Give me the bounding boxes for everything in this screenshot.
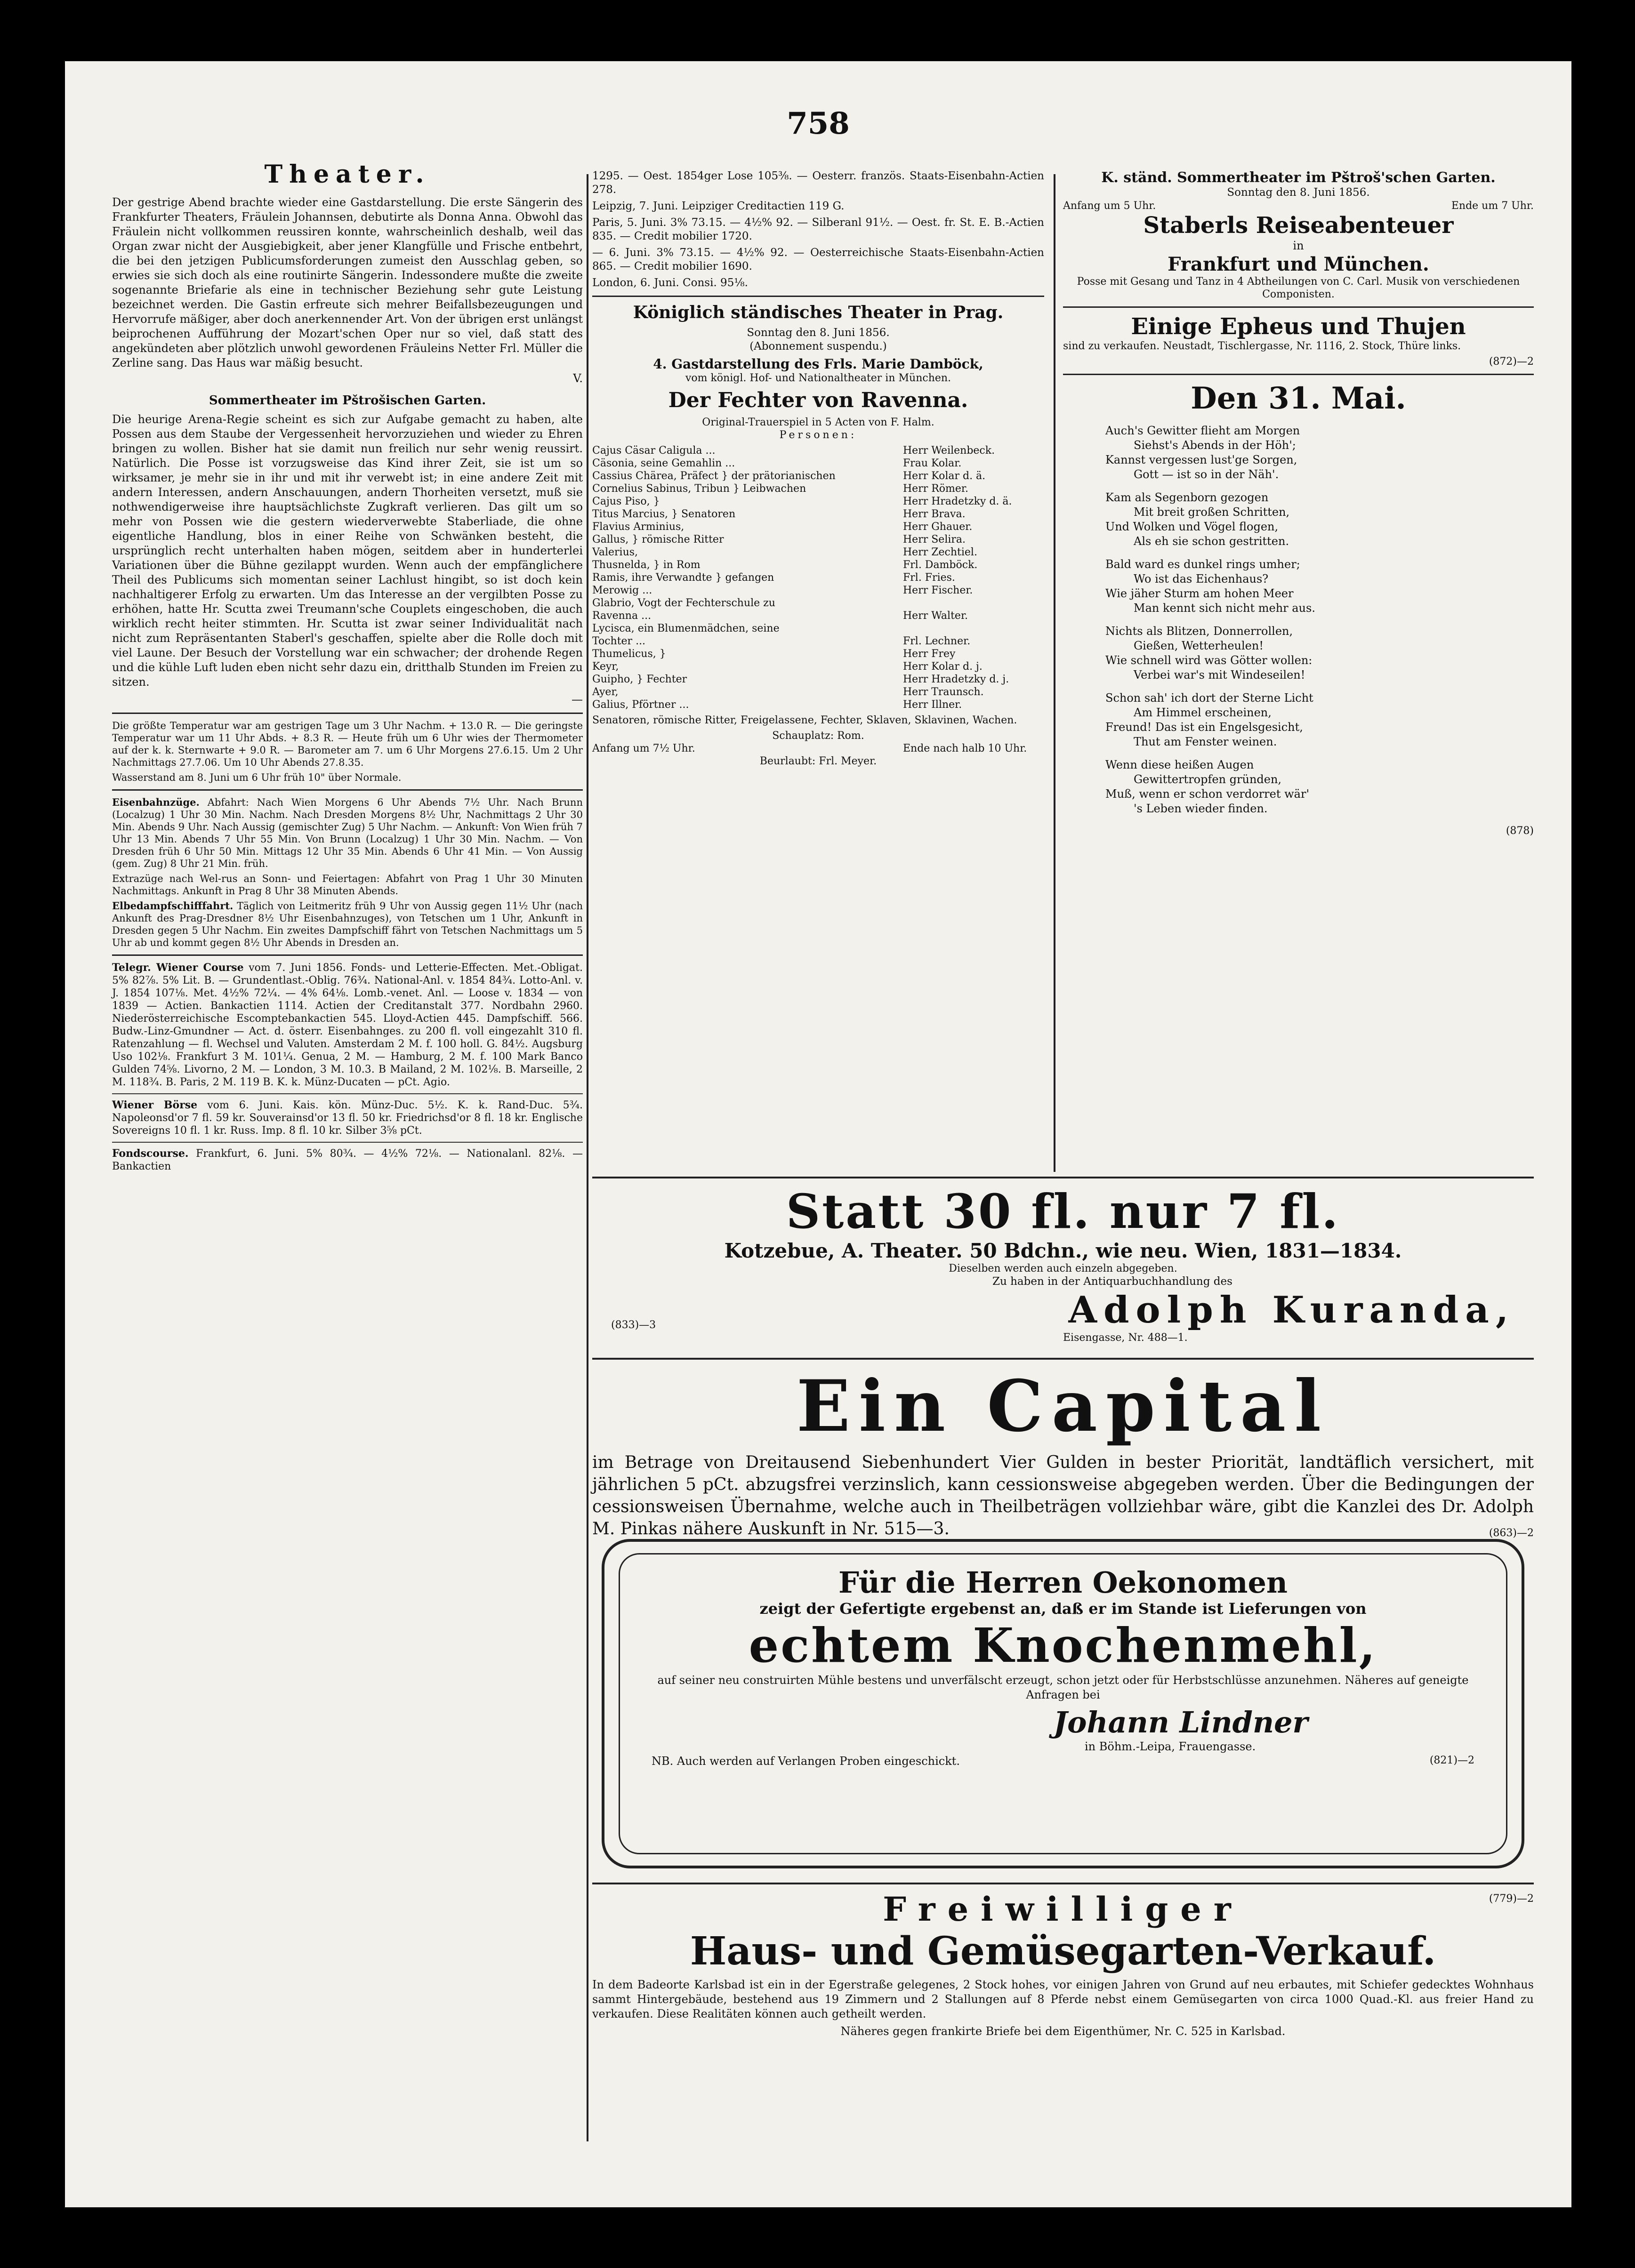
cast-row [592, 508, 1044, 521]
poem-stanza [1105, 490, 1534, 549]
steamship-schedule: Elbedampfschifffahrt. Täglich von Leitmeritz früh 9 Uhr von Aussig gegen 11½ Uhr (nach Ankunft des Prag-Dresdner 8½ Uhr Eisenbahnzuges), von Tetschen um 1 Uhr, Ankunft in Dresden gegen 5 Uhr Nachm. Ein zweites Dampfschiff fährt von Tetschen Nachmittags um 5 Uhr ab und kommt gegen 8½ Uhr Abends in Dresden an. [112, 900, 583, 948]
cast-row [592, 495, 1044, 508]
poem-line: Kannst vergessen lust'ge Sorgen, [1105, 453, 1297, 466]
poem-line: 's Leben wieder finden. [1134, 802, 1268, 815]
poem-line: Auch's Gewitter flieht am Morgen [1105, 424, 1300, 437]
course-text: Paris, 5. Juni. 3% 73.15. — 4½% 92. — Silberanl 91½. — Oest. fr. St. E. B.-Actien 835. — Credit mobilier 1720. [592, 216, 1044, 242]
cast-list [592, 444, 1044, 711]
cast-actor: Herr Frey [903, 648, 956, 660]
poem-line: Gießen, Wetterheulen! [1134, 639, 1264, 652]
epheu-code: (872)—2 [1489, 356, 1534, 368]
theater-article: Der gestrige Abend brachte wieder eine Gastdarstellung. Die erste Sängerin des Frankfurter Theaters, Fräulein Johannsen, debutirte als Donna Anna. Obwohl das Fräulein nicht vollkommen reussiren konnte, wahrscheinlich deshalb, weil das Organ zwar nicht der Ausgiebigkeit, aber jener Klangfülle und Frische entbehrt, die bei den jetzigen Publicumsforderungen zumeist den Ausschlag geben, so erwies sie sich doch als eine routinirte Sängerin. Indessondere mußte die zweite sogenannte Briefarie als eine in technischer Beziehung sehr gute Leistung bezeichnet werden. Die Gastin erfreute sich mehrer Beifallsbezeugungen und Hervorrufe mäßiger, aber doch anerkennender Art. Von der übrigen erst unlängst beiprochenen Aufführung der Mozart'schen Oper nur so viel, daß statt des angekündeten aber plötzlich unwohl gewordenen Fräuleins Netter Frl. Müller die Zerline sang. Das Haus war mäßig besucht. [112, 196, 583, 369]
fertilizer-nb: NB. Auch werden auf Verlangen Proben eingeschickt. [652, 1755, 960, 1768]
section-rule [592, 1358, 1534, 1360]
divider [112, 713, 583, 714]
cast-row [592, 635, 1044, 648]
book-ad-code: (833)—3 [611, 1319, 656, 1331]
poem-line: Wenn diese heißen Augen [1105, 758, 1254, 771]
capital-ad [592, 1365, 1534, 1539]
railway-schedule: Eisenbahnzüge. Abfahrt: Nach Wien Morgens 6 Uhr Abends 7½ Uhr. Nach Brunn (Localzug) 1 Uhr 30 Min. Nachm. Nach Dresden Morgens 8½ Uhr, Nachmittags 2 Uhr 30 Min. Abends 9 Uhr. Nach Aussig (gemischter Zug) 5 Uhr Nachm. — Ankunft: Von Wien früh 7 Uhr 13 Min. Abends 7 Uhr 55 Min. Von Brunn (Localzug) 1 Uhr 30 Min. Nachm. — Von Dresden früh 6 Uhr 50 Min. Mittags 12 Uhr 35 Min. Abends 6 Uhr 41 Min. — Von Aussig (gem. Zug) 8 Uhr 21 Min. früh. [112, 796, 583, 869]
page-number: 758 [787, 106, 850, 141]
book-ad-address: Eisengasse, Nr. 488—1. [1063, 1332, 1188, 1344]
divider [112, 789, 583, 791]
cast-actor: Herr Römer. [903, 483, 969, 495]
fertilizer-product: echtem Knochenmehl, [749, 1618, 1377, 1673]
house-sale-ad [592, 1890, 1534, 2039]
book-ad-headline: Statt 30 fl. nur 7 fl. [786, 1184, 1340, 1239]
cast-role: Lycisca, ein Blumenmädchen, seine [592, 623, 780, 634]
course-text: Leipzig, 7. Juni. Leipziger Creditactien 119 G. [592, 200, 845, 212]
cast-actor: Herr Illner. [903, 699, 962, 711]
poem-line: Verbei war's mit Windeseilen! [1134, 668, 1305, 681]
house-sale-contact: Näheres gegen frankirte Briefe bei dem Eigenthümer, Nr. C. 525 in Karlsbad. [840, 2025, 1286, 2038]
poem-line: Schon sah' ich dort der Sterne Licht [1105, 691, 1313, 705]
fertilizer-line: zeigt der Gefertigte ergebenst an, daß er im Stande ist Lieferungen von [759, 1600, 1367, 1618]
poem-stanza [1105, 424, 1534, 482]
cast-role: Guipho, } Fechter [592, 673, 687, 685]
poem-line: Wie jäher Sturm am hohen Meer [1105, 587, 1294, 600]
play-times [592, 742, 1044, 755]
cast-role: Thumelicus, } [592, 648, 666, 660]
house-sale-code: (779)—2 [1489, 1893, 1534, 1905]
cast-role: Ayer, [592, 686, 619, 698]
cast-role: Cassius Chärea, Präfect } der prätorianischen [592, 470, 836, 482]
cast-role: Titus Marcius, } Senatoren [592, 508, 736, 520]
cast-extras: Senatoren, römische Ritter, Freigelassene, Fechter, Sklaven, Sklavinen, Wachen. [592, 714, 1017, 726]
cast-actor: Herr Selira. [903, 534, 966, 545]
cast-row [592, 686, 1044, 698]
sommer-signature: — [572, 693, 583, 706]
divider [592, 296, 1044, 297]
course-text: — 6. Juni. 3% 73.15. — 4½% 92. — Oesterreichische Staats-Eisenbahn-Actien 865. — Credit mobilier 1690. [592, 247, 1044, 272]
cast-row [592, 533, 1044, 546]
extra-trains: Extrazüge nach Wel-rus an Sonn- und Feiertagen: Abfahrt von Prag 1 Uhr 30 Minuten Nachmittags. Ankunft in Prag 8 Uhr 38 Minuten Abends. [112, 873, 583, 897]
divider [1063, 306, 1534, 308]
cast-row [592, 660, 1044, 673]
house-sale-subheadline: Haus- und Gemüsegarten-Verkauf. [690, 1929, 1436, 1974]
poem-line: Bald ward es dunkel rings umher; [1105, 558, 1300, 571]
cast-actor: Herr Ghauer. [903, 521, 973, 533]
cast-role: Cajus Piso, } [592, 496, 660, 507]
cast-role: Cajus Cäsar Caligula ... [592, 445, 716, 457]
cast-actor: Herr Fischer. [903, 585, 973, 596]
cast-role: Thusnelda, } in Rom [592, 559, 701, 571]
summer-theater-date: Sonntag den 8. Juni 1856. [1227, 186, 1370, 199]
exchange-heading: Wiener Börse [112, 1099, 198, 1111]
cast-row [592, 571, 1044, 584]
telegraph-heading: Telegr. Wiener Course [112, 962, 244, 974]
cast-row [592, 698, 1044, 711]
column-left [112, 155, 583, 1176]
epheu-title: Einige Epheus und Thujen [1131, 313, 1466, 340]
newspaper-page [65, 61, 1571, 2207]
poem-line: Kam als Segenborn gezogen [1105, 491, 1269, 504]
fertilizer-headline: Für die Herren Oekonomen [838, 1565, 1288, 1600]
epheu-text: sind zu verkaufen. Neustadt, Tischlergasse, Nr. 1116, 2. Stock, Thüre links. [1063, 340, 1461, 352]
cast-role: Merowig ... [592, 585, 652, 596]
theater-signature: V. [573, 372, 583, 385]
on-leave: Beurlaubt: Frl. Meyer. [759, 755, 877, 767]
cast-role: Galius, Pförtner ... [592, 699, 689, 711]
play-location: Schauplatz: Rom. [772, 730, 864, 742]
play-title: Der Fechter von Ravenna. [668, 388, 968, 412]
cast-actor [903, 597, 1044, 609]
cast-role: Gallus, } römische Ritter [592, 534, 724, 545]
cast-row [592, 444, 1044, 457]
cast-row [592, 559, 1044, 571]
cast-actor: Herr Brava. [903, 508, 966, 520]
summer-play-in: in [1293, 239, 1304, 252]
poem-line: Siehst's Abends in der Höh'; [1134, 439, 1296, 452]
book-ad-source: Zu haben in der Antiquarbuchhandlung des [992, 1275, 1232, 1288]
poem-line: Thut am Fenster weinen. [1134, 735, 1277, 748]
cast-actor: Herr Kolar d. ä. [903, 470, 986, 482]
cast-row [592, 546, 1044, 559]
cast-actor: Herr Weilenbeck. [903, 445, 995, 457]
cast-role: Cäsonia, seine Gemahlin ... [592, 457, 735, 469]
poem-line: Und Wolken und Vögel flogen, [1105, 520, 1279, 533]
fertilizer-address: in Böhm.-Leipa, Frauengasse. [1085, 1740, 1256, 1753]
summer-start: Anfang um 5 Uhr. [1063, 200, 1156, 212]
cast-role: Flavius Arminius, [592, 521, 685, 533]
poem-stanza [1105, 624, 1534, 682]
column-rule-left [587, 174, 588, 2141]
poem-line: Wo ist das Eichenhaus? [1134, 572, 1269, 585]
cast-row [592, 622, 1044, 635]
steamship-heading: Elbedampfschifffahrt. [112, 900, 234, 912]
theater-heading: Theater. [264, 160, 431, 189]
book-ad [592, 1184, 1534, 1344]
cast-actor: Herr Zechtiel. [903, 546, 977, 558]
summer-theater-title: K. ständ. Sommertheater im Pštroš'schen Garten. [1101, 169, 1496, 186]
capital-text: im Betrage von Dreitausend Siebenhundert Vier Gulden in bester Priorität, landtäflich versichert, mit jährlichen 5 pCt. abzugsfrei verzinslich, kann cessionsweise abgegeben werden. Über die Bedingungen der cessionsweisen Übernahme, welche auch in Theilbeträgen vollziehbar wäre, gibt die Kanzlei des Dr. Adolph M. Pinkas nähere Auskunft in Nr. 515—3. [592, 1453, 1534, 1539]
fertilizer-code: (821)—2 [1429, 1755, 1474, 1766]
vienna-exchange: Wiener Börse vom 6. Juni. Kais. kön. Münz-Duc. 5½. K. k. Rand-Duc. 5¾. Napoleonsd'or 7 fl. 59 kr. Souverainsd'or 13 fl. 50 kr. Friedrichsd'or 8 fl. 18 kr. Englische Sovereigns 10 fl. 1 kr. Russ. Imp. 8 fl. 10 kr. Silber 3⅝ pCt. [112, 1099, 583, 1137]
column-middle [592, 169, 1044, 768]
fertilizer-text: auf seiner neu construirten Mühle bestens und unverfälscht erzeugt, schon jetzt oder für Herbstschlüsse anzunehmen. Näheres auf geneigte Anfragen bei [657, 1674, 1469, 1701]
summer-play-place: Frankfurt und München. [1168, 253, 1429, 275]
fund-heading: Fondscourse. [112, 1147, 189, 1160]
poem-line: Wie schnell wird was Götter wollen: [1105, 654, 1313, 667]
cast-row [592, 648, 1044, 660]
cast-actor: Herr Traunsch. [903, 686, 984, 698]
cast-role: Cornelius Sabinus, Tribun } Leibwachen [592, 483, 806, 495]
sommer-heading: Sommertheater im Pštrošischen Garten. [209, 393, 486, 408]
book-ad-title: Kotzebue, A. Theater. 50 Bdchn., wie neu. Wien, 1831—1834. [724, 1239, 1402, 1262]
house-sale-text: In dem Badeorte Karlsbad ist ein in der Egerstraße gelegenes, 2 Stock hohes, vor einigen Jahren von Grund auf neu erbautes, mit Schiefer gedecktes Wohnhaus sammt Hintergebäude, bestehend aus 19 Zimmern und 2 Stallungen auf 8 Pferde nebst einem Gemüsegarten von circa 1000 Quad.-Kl. aus freier Hand zu verkaufen. Diese Realitäten können auch getheilt werden. [592, 1978, 1534, 2020]
cast-row [592, 584, 1044, 597]
poem-line: Gott — ist so in der Näh'. [1134, 468, 1279, 481]
poem-stanza [1105, 691, 1534, 749]
cast-row [592, 482, 1044, 495]
poem-title: Den 31. Mai. [1191, 381, 1406, 416]
book-ad-seller: Adolph Kuranda, [1068, 1289, 1515, 1331]
divider [112, 954, 583, 956]
summer-play-title: Staberls Reiseabenteuer [1143, 212, 1454, 239]
cast-role: Ramis, ihre Verwandte } gefangen [592, 572, 774, 584]
cast-role: Glabrio, Vogt der Fechterschule zu [592, 597, 775, 609]
guest-performance: 4. Gastdarstellung des Frls. Marie Damböck, [653, 356, 983, 372]
cast-row [592, 521, 1044, 533]
fertilizer-ad-frame [602, 1539, 1524, 1868]
course-text: London, 6. Juni. Consi. 95⅛. [592, 277, 748, 289]
cast-role: Tochter ... [592, 635, 646, 647]
poem-line: Mit breit großen Schritten, [1134, 505, 1290, 519]
cast-row [592, 470, 1044, 482]
divider [112, 1142, 583, 1143]
cast-actor [903, 622, 1044, 635]
poem-code: (878) [1506, 825, 1534, 837]
cast-actor: Frl. Lechner. [903, 635, 971, 647]
vienna-telegraph-rates: Telegr. Wiener Course vom 7. Juni 1856. Fonds- und Letterie-Effecten. Met.-Obligat. 5% 82⅞. 5% Lit. B. — Grundentlast.-Oblig. 76¾. National-Anl. v. 1854 84¾. Lotto-Anl. v. J. 1854 107⅛. Met. 4½% 72¼. — 4% 64⅛. Lomb.-venet. Anl. — Loose v. 1834 — von 1839 — Actien. Bankactien 1114. Actien der Creditanstalt 377. Nordbahn 2960. Niederösterreichische Escomptebankactien 545. Lloyd-Actien 445. Dampfschiff. 566. Budw.-Linz-Gmundner — Act. d. österr. Eisenbahnges. zu 200 fl. voll eingezahlt 310 fl. Ratenzahlung — fl. Wechsel und Valuten. Amsterdam 2 M. f. 100 holl. G. 84½. Augsburg Uso 102⅛. Frankfurt 3 M. 101¼. Genua, 2 M. — Hamburg, 2 M. f. 100 Mark Banco Gulden 74⅝. Livorno, 2 M. — London, 3 M. 10.3. B Mailand, 2 M. 102⅛. B. Marseille, 2 M. 118¾. B. Paris, 2 M. 119 B. K. k. Münz-Ducaten — pCt. Agio. [112, 962, 583, 1088]
book-ad-note: Dieselben werden auch einzeln abgegeben. [949, 1263, 1177, 1274]
cast-row [592, 457, 1044, 470]
fertilizer-name: Johann Lindner [1053, 1705, 1308, 1739]
cast-heading: Personen: [779, 429, 857, 441]
cast-actor: Frl. Fries. [903, 572, 955, 584]
sommer-article: Die heurige Arena-Regie scheint es sich zur Aufgabe gemacht zu haben, alte Possen aus dem Staube der Vergessenheit hervorzuziehen und wieder zu Ehren bringen zu wollen. Bisher hat sie damit nun freilich nur sehr wenig reussirt. Natürlich. Die Posse ist vorzugsweise das Kind ihrer Zeit, sie ist um so wirksamer, je mehr sie in ihr und mit ihr verwebt ist; in eine andere Zeit mit andern Interessen, andern Anschauungen, andern Thorheiten versetzt, muß sie nothwendigerweise ihre hauptsächlichste Zugkraft verlieren. Das gilt um so mehr von Possen wie die gestern wiederverwebte Staberliade, die ohne eigentliche Handlung, blos in einer Reihe von Schwänken besteht, die ursprünglich recht unterhalten haben mögen, seitdem aber in hunderterlei Variationen über die Bühne gezilappt wurden. Wenn auch der empfänglichere Theil des Publicums sich momentan seiner Lachlust hingibt, so ist doch kein nachhaltigerer Erfolg zu erwarten. Um das Interesse an der vergilbten Posse zu erhöhen, hatte Hr. Scutta zwei Treumann'sche Couplets eingeschoben, die auch wirklich recht heiter stimmten. Hr. Scutta ist zwar seiner Individualität nach nicht zum Repräsentanten Staberl's geschaffen, spielte aber die Rolle doch mit viel Laune. Der Besuch der Vorstellung war ein schwacher; der drohende Regen und die kühle Luft luden eben nicht sehr dazu ein, dritthalb Stunden im Freien zu sitzen. [112, 413, 583, 689]
water-level: Wasserstand am 8. Juni um 6 Uhr früh 10" über Normale. [112, 772, 402, 783]
railway-heading: Eisenbahnzüge. [112, 796, 200, 808]
temperature-report: Die größte Temperatur war am gestrigen Tage um 3 Uhr Nachm. + 13.0 R. — Die geringste Temperatur war um 11 Uhr Abds. + 8.3 R. — Heute früh um 6 Uhr wies der Thermometer auf der k. k. Sternwarte + 9.0 R. — Barometer am 7. um 6 Uhr Morgens 27.6.15. Um 2 Uhr Nachmittags 27.7.06. Um 10 Uhr Abends 27.8.35. [112, 720, 583, 768]
poem [1063, 424, 1534, 816]
play-subtitle: Original-Trauerspiel in 5 Acten von F. Halm. [702, 417, 934, 428]
poem-line: Nichts als Blitzen, Donnerrollen, [1105, 625, 1293, 638]
royal-theater-title: Königlich ständisches Theater in Prag. [633, 303, 1004, 322]
capital-headline: Ein Capital [796, 1365, 1330, 1448]
summer-times [1063, 200, 1534, 212]
royal-theater-abo: (Abonnement suspendu.) [749, 340, 887, 353]
column-right [1063, 169, 1534, 837]
play-start: Anfang um 7½ Uhr. [592, 743, 695, 754]
poem-line: Man kennt sich nicht mehr aus. [1134, 601, 1315, 615]
poem-line: Als eh sie schon gestritten. [1134, 535, 1289, 548]
cast-actor: Herr Kolar d. j. [903, 661, 983, 673]
poem-stanza [1105, 758, 1534, 816]
cast-row [592, 609, 1044, 622]
course-text: 1295. — Oest. 1854ger Lose 105⅜. — Oesterr. französ. Staats-Eisenbahn-Actien 278. [592, 170, 1044, 196]
cast-actor: Frl. Damböck. [903, 559, 978, 571]
cast-row [592, 673, 1044, 686]
column-rule-right [1054, 174, 1055, 1172]
house-sale-headline: Freiwilliger [883, 1890, 1243, 1929]
cast-role: Valerius, [592, 546, 638, 558]
section-rule [592, 1883, 1534, 1884]
poem-line: Muß, wenn er schon verdorret wär' [1105, 787, 1310, 801]
royal-theater-date: Sonntag den 8. Juni 1856. [747, 327, 890, 339]
divider [1063, 374, 1534, 375]
capital-code: (863)—2 [1489, 1527, 1534, 1539]
section-rule [592, 1177, 1534, 1178]
guest-origin: vom königl. Hof- und Nationaltheater in München. [685, 372, 951, 384]
cast-role: Ravenna ... [592, 610, 652, 622]
cast-actor: Herr Hradetzky d. j. [903, 673, 1009, 685]
poem-line: Am Himmel erscheinen, [1134, 706, 1272, 719]
poem-stanza [1105, 557, 1534, 616]
summer-end: Ende um 7 Uhr. [1451, 200, 1534, 212]
play-end: Ende nach halb 10 Uhr. [903, 743, 1027, 754]
cast-row [592, 597, 1044, 609]
summer-play-desc: Posse mit Gesang und Tanz in 4 Abtheilungen von C. Carl. Musik von verschiedenen Componisten. [1077, 276, 1520, 300]
fund-rates: Fondscourse. Frankfurt, 6. Juni. 5% 80¾. — 4½% 72⅛. — Nationalanl. 82⅛. — Bankactien [112, 1147, 583, 1172]
divider [112, 1093, 583, 1094]
cast-role: Keyr, [592, 661, 619, 673]
cast-actor: Herr Hradetzky d. ä. [903, 496, 1012, 507]
poem-line: Gewittertropfen gründen, [1134, 773, 1282, 786]
fertilizer-ad [633, 1565, 1493, 1769]
cast-actor: Frau Kolar. [903, 457, 962, 469]
poem-line: Freund! Das ist ein Engelsgesicht, [1105, 721, 1303, 734]
cast-actor: Herr Walter. [903, 610, 968, 622]
